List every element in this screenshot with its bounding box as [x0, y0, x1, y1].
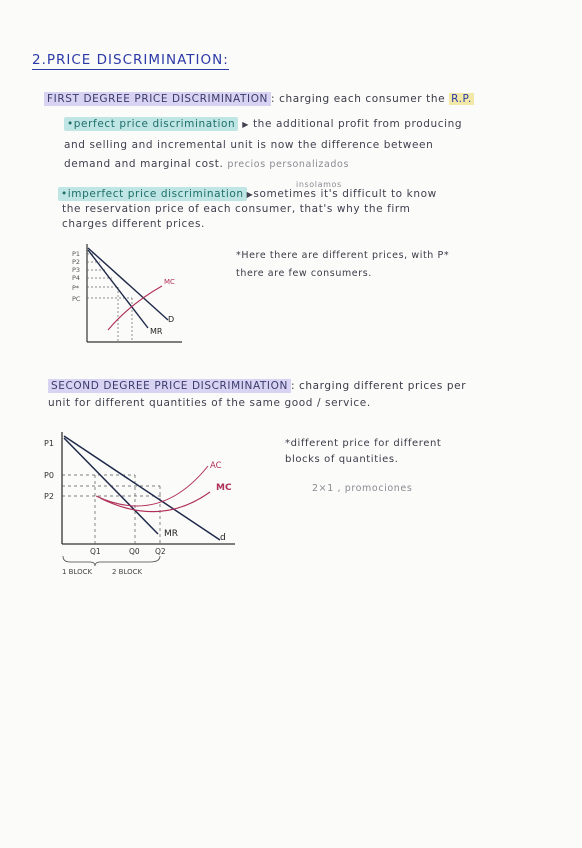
- demand-curve: [64, 436, 220, 540]
- graph2-note-1: *different price for different: [285, 438, 442, 449]
- perfect-text-2: and selling and incremental unit is now the difference between: [64, 139, 434, 151]
- imperfect-term: •imperfect price discrimination: [58, 187, 247, 201]
- p2-label: P2: [44, 492, 54, 501]
- perfect-line-1: [64, 118, 462, 130]
- graph1-note-1: *Here there are different prices, with P*: [236, 250, 450, 261]
- price-label-pstar: P*: [72, 284, 80, 292]
- block2-brace: [110, 556, 160, 562]
- imperfect-annotation: insolamos: [296, 180, 342, 189]
- price-label-p2: P2: [72, 258, 81, 266]
- arrow-icon: ▶: [246, 190, 254, 199]
- p1-label: P1: [44, 439, 54, 448]
- mc-curve: [100, 492, 210, 512]
- price-label-p3: P3: [72, 266, 81, 274]
- second-degree-line-1: [48, 380, 466, 392]
- first-degree-definition: : charging each consumer the: [271, 93, 446, 105]
- graph-first-degree: [70, 242, 210, 350]
- q1-label: Q1: [90, 547, 101, 556]
- second-degree-heading: SECOND DEGREE PRICE DISCRIMINATION: [48, 379, 291, 393]
- block2-label: 2 BLOCK: [112, 568, 143, 576]
- perfect-text-1: the additional profit from producing: [252, 118, 463, 130]
- first-degree-line: [44, 93, 474, 105]
- perfect-line-3: [64, 158, 349, 170]
- graph1-note-2: there are few consumers.: [236, 268, 372, 279]
- page-title: 2.PRICE DISCRIMINATION:: [32, 52, 229, 68]
- mc-label: MC: [216, 483, 232, 493]
- promo-note: 2×1 , promociones: [312, 483, 413, 494]
- graph-second-degree: [40, 428, 240, 578]
- mr-label: MR: [150, 327, 163, 336]
- price-label-p4: P4: [72, 274, 81, 282]
- block1-brace: [63, 556, 110, 566]
- mr-label: MR: [164, 529, 179, 539]
- block1-label: 1 BLOCK: [62, 568, 93, 576]
- second-degree-text-1: : charging different prices per: [290, 380, 467, 392]
- first-degree-heading: FIRST DEGREE PRICE DISCRIMINATION: [44, 92, 271, 106]
- imperfect-text-1: sometimes it's difficult to know: [253, 188, 437, 200]
- arrow-icon: ▶: [242, 120, 250, 129]
- mr-curve: [64, 438, 158, 534]
- imperfect-text-3: charges different prices.: [62, 218, 205, 230]
- mc-label: MC: [164, 278, 175, 286]
- rp-label: R.P.: [451, 93, 472, 105]
- d-label: D: [168, 315, 175, 324]
- price-label-p1: P1: [72, 250, 81, 258]
- second-degree-text-2: unit for different quantities of the same good / service.: [48, 397, 371, 409]
- ac-label: AC: [210, 461, 222, 471]
- imperfect-text-2: the reservation price of each consumer, that's why the firm: [62, 203, 411, 215]
- imperfect-line-1: [58, 188, 437, 200]
- graph2-note-2: blocks of quantities.: [285, 454, 399, 465]
- precios-note: precios personalizados: [227, 159, 350, 170]
- d-label: d: [220, 533, 226, 543]
- price-label-pc: PC: [72, 295, 81, 303]
- q2-label: Q2: [155, 547, 166, 556]
- perfect-term: •perfect price discrimination: [64, 117, 238, 131]
- p0-label: P0: [44, 471, 54, 480]
- q0-label: Q0: [129, 547, 140, 556]
- perfect-text-3: demand and marginal cost.: [64, 158, 224, 170]
